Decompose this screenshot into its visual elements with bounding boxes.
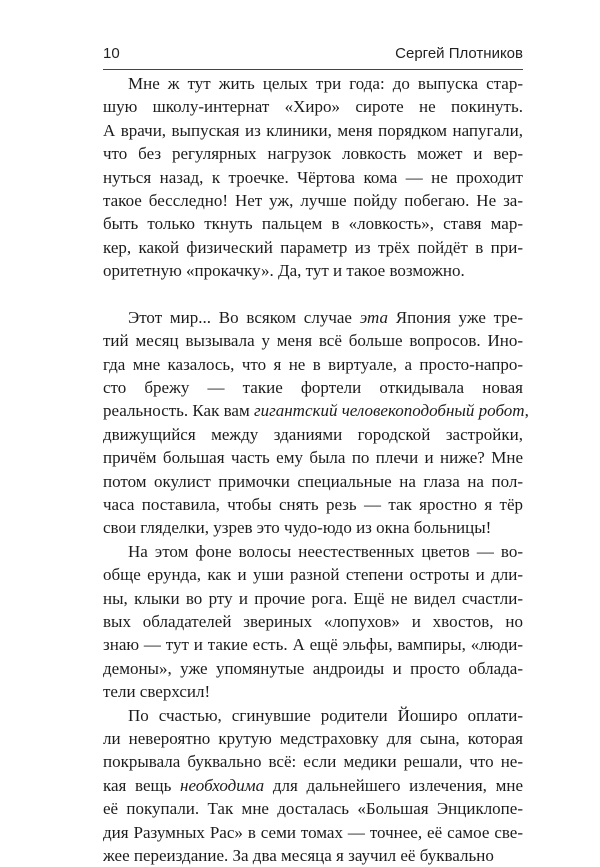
text-line	[103, 259, 523, 282]
page-number: 10	[103, 45, 120, 62]
text-segment: По счастью, сгинувшие родители Йоширо оплати-	[128, 705, 523, 725]
text-line	[103, 470, 523, 493]
text-line	[103, 587, 523, 610]
text-line	[103, 95, 523, 118]
text-line	[103, 353, 523, 376]
text-line	[103, 516, 523, 539]
body-text	[103, 72, 529, 867]
header-rule	[103, 69, 523, 70]
text-segment: движущийся между зданиями городской застройки,	[103, 424, 523, 444]
text-line	[103, 540, 523, 563]
text-line	[103, 376, 523, 399]
text-line	[103, 446, 523, 469]
italic-text: гигантский человекоподобный робот	[253, 401, 525, 421]
text-line	[103, 119, 523, 142]
text-segment: вых обладателей звериных «лопухов» и хвостов, но	[103, 611, 523, 631]
text-segment: Этот мир... Во всяком случае	[128, 307, 360, 327]
text-line	[103, 493, 523, 516]
paragraph	[103, 704, 523, 867]
text-line	[103, 610, 523, 633]
text-line	[103, 563, 523, 586]
text-segment: кая вещь	[103, 775, 181, 795]
text-line	[103, 797, 523, 820]
paragraph	[103, 540, 523, 704]
text-segment: такое бесследно! Нет уж, лучше пойду побегаю. Не за-	[103, 190, 523, 210]
text-segment: ны, клыки во рту и прочие рога. Ещё не видел счастли-	[103, 588, 523, 608]
text-segment: жее переиздание. За два месяца я заучил её буквально	[103, 845, 494, 865]
text-line	[103, 306, 523, 329]
text-line	[103, 212, 523, 235]
text-segment: ,	[524, 401, 529, 421]
text-segment: Мне ж тут жить целых три года: до выпуска стар-	[128, 74, 523, 93]
text-line	[103, 142, 523, 165]
text-line	[103, 329, 523, 352]
text-segment: быть только ткнуть пальцем в «ловкость», ставя мар-	[103, 214, 523, 234]
text-segment: свои гляделки, узрев это чудо-юдо из окна больницы!	[103, 518, 492, 538]
text-line	[103, 704, 523, 727]
text-segment: что без регулярных нагрузок ловкость может и вер-	[103, 144, 523, 164]
text-segment: Япония уже тре-	[388, 307, 524, 327]
text-segment: причём большая часть ему была по плечи и ниже? Мне	[103, 448, 523, 468]
italic-text: необходима	[180, 775, 265, 795]
text-line	[103, 657, 523, 680]
text-segment: тели сверхсил!	[103, 682, 211, 702]
text-segment: гда мне казалось, что я не в виртуале, а просто-напро-	[103, 354, 523, 374]
author-name: Сергей Плотников	[395, 45, 523, 62]
text-segment: нуться назад, к троечке. Чёртова кома — не проходит	[103, 167, 523, 187]
text-line	[103, 750, 523, 773]
text-segment: обще ерунда, как и уши разной степени остроты и дли-	[103, 565, 523, 585]
paragraph	[103, 306, 529, 540]
text-segment: ли невероятно крутую медстраховку для сына, которая	[103, 728, 523, 748]
text-segment: шую школу-интернат «Хиро» сироте не покинуть.	[103, 97, 523, 117]
text-line	[103, 72, 523, 95]
text-segment: А врачи, выпуская из клиники, меня порядком напугали,	[103, 120, 523, 140]
text-line	[103, 423, 523, 446]
text-line	[103, 774, 523, 797]
text-line	[103, 399, 529, 422]
text-line	[103, 166, 523, 189]
text-segment: демоны», уже упомянутые андроиды и просто облада-	[103, 658, 523, 678]
running-header	[103, 42, 523, 66]
text-line	[103, 189, 523, 212]
text-segment: знаю — тут и такие есть. А ещё эльфы, вампиры, «люди-	[103, 635, 523, 655]
text-line	[103, 727, 523, 750]
text-line	[103, 236, 523, 259]
text-segment: потом окулист примочки специальные на глаза на пол-	[103, 471, 523, 491]
text-line	[103, 680, 523, 703]
text-segment: для дальнейшего излечения, мне	[264, 775, 523, 795]
text-segment: покрывала буквально всё: если медики решали, что не-	[103, 752, 523, 772]
text-segment: часа поставила, чтобы снять резь — так яростно я тёр	[103, 495, 523, 515]
text-segment: На этом фоне волосы неестественных цветов — во-	[128, 541, 523, 561]
text-segment: её покупали. Так мне досталась «Большая Энциклопе-	[103, 799, 523, 819]
text-segment: тий месяц вызывала у меня всё больше вопросов. Ино-	[103, 331, 523, 351]
paragraph-spacer	[103, 283, 523, 306]
text-line	[103, 821, 523, 844]
text-segment: сто брежу — такие фортели откидывала новая	[103, 378, 523, 398]
text-segment: дия Разумных Рас» в семи томах — точнее, её самое све-	[103, 822, 523, 842]
paragraph	[103, 72, 523, 283]
text-line	[103, 844, 523, 867]
italic-text: эта	[359, 307, 389, 327]
text-segment: оритетную «прокачку». Да, тут и такое возможно.	[103, 261, 465, 281]
text-segment: кер, какой физический параметр из трёх пойдёт в при-	[103, 237, 523, 257]
text-line	[103, 633, 523, 656]
text-segment: реальность. Как вам	[103, 401, 254, 421]
